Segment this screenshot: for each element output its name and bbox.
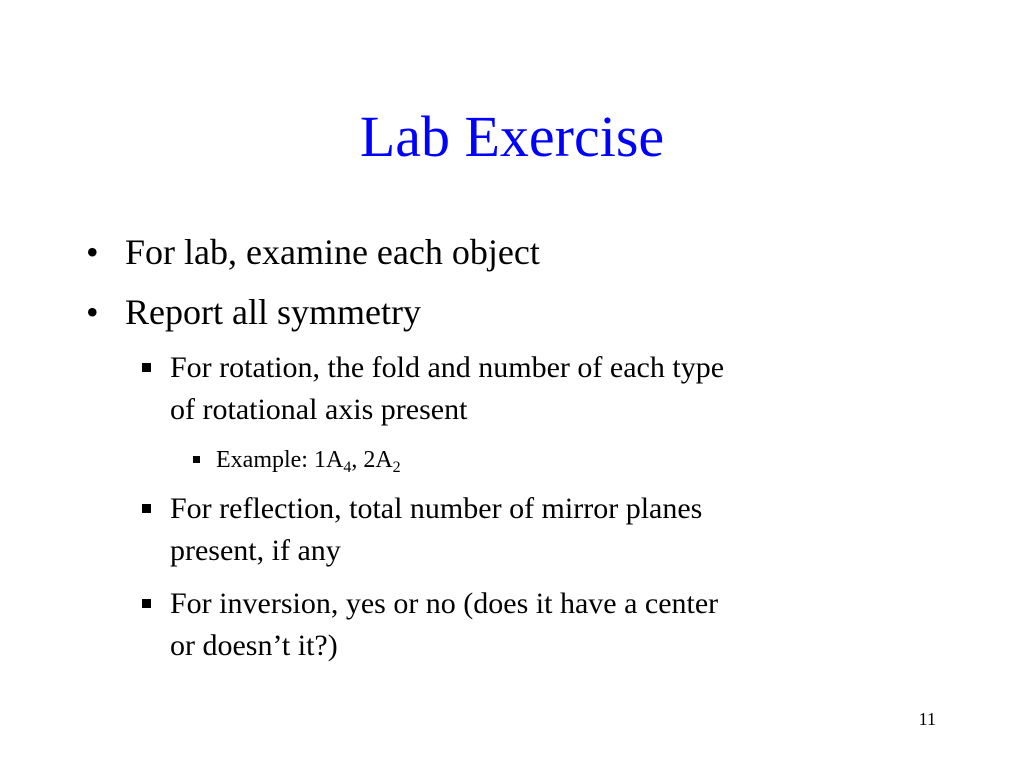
page-number: 11 xyxy=(918,709,936,729)
square-bullet-icon xyxy=(142,504,151,513)
example-mid: , 2A xyxy=(351,447,393,473)
bullet-text-inversion-line1: For inversion, yes or no (does it have a center xyxy=(170,587,719,620)
bullet-text-rotation-line1: For rotation, the fold and number of each type xyxy=(170,351,725,384)
example-subscript-2: 2 xyxy=(392,459,401,476)
bullet-text-inversion-line2: or doesn’t it?) xyxy=(170,629,338,662)
bullet-dot: • xyxy=(86,232,99,272)
bullet-text-reflection-line2: present, if any xyxy=(170,534,341,567)
bullet-text-examine: For lab, examine each object xyxy=(125,232,540,272)
bullet-text-rotation-line2: of rotational axis present xyxy=(170,393,468,426)
bullet-text-report: Report all symmetry xyxy=(125,292,421,332)
bullet-text-reflection-line1: For reflection, total number of mirror planes xyxy=(170,492,703,525)
slide-title: Lab Exercise xyxy=(359,104,665,169)
square-bullet-icon xyxy=(193,456,200,463)
square-bullet-icon xyxy=(142,363,151,372)
bullet-dot: • xyxy=(86,292,99,332)
example-subscript-1: 4 xyxy=(343,459,352,476)
bullet-text-example xyxy=(216,445,401,475)
square-bullet-icon xyxy=(142,599,151,608)
example-prefix: Example: 1A xyxy=(216,447,344,473)
